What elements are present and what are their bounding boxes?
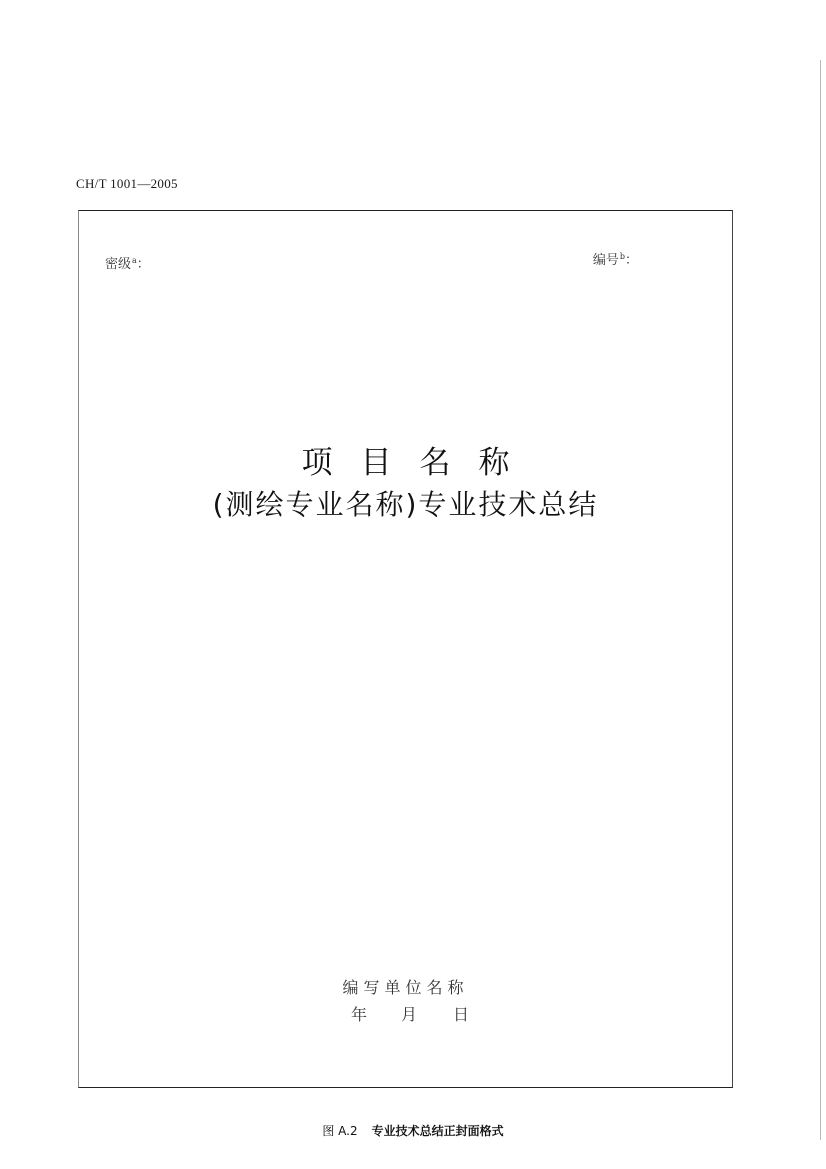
- date-year: 年: [351, 1005, 368, 1024]
- summary-title: (测绘专业名称)专业技术总结: [212, 488, 599, 521]
- serial-number-label: 编号: [592, 253, 619, 268]
- figure-caption-text: 专业技术总结正封面格式: [371, 1124, 504, 1138]
- standard-code: CH/T 1001—2005: [76, 176, 178, 191]
- project-name-title: 项目名称: [301, 445, 538, 481]
- secret-level-footnote-mark: a: [132, 255, 137, 265]
- serial-number-colon: ：: [624, 253, 638, 268]
- serial-number-footnote-mark: b: [619, 251, 625, 261]
- date-month: 月: [401, 1005, 418, 1024]
- secret-level-label: 密级: [105, 257, 132, 272]
- date-line: [351, 1002, 471, 1022]
- date-day: 日: [453, 1005, 470, 1024]
- scan-edge-line: [820, 60, 821, 1140]
- serial-number-field: [593, 249, 638, 268]
- secret-level-field: [105, 253, 150, 272]
- compiler-unit-name: 编写单位名称: [342, 978, 469, 997]
- cover-frame: [78, 210, 733, 1088]
- figure-number: 图 A.2: [322, 1124, 358, 1138]
- figure-caption: [0, 1122, 826, 1139]
- secret-level-colon: ：: [136, 257, 150, 272]
